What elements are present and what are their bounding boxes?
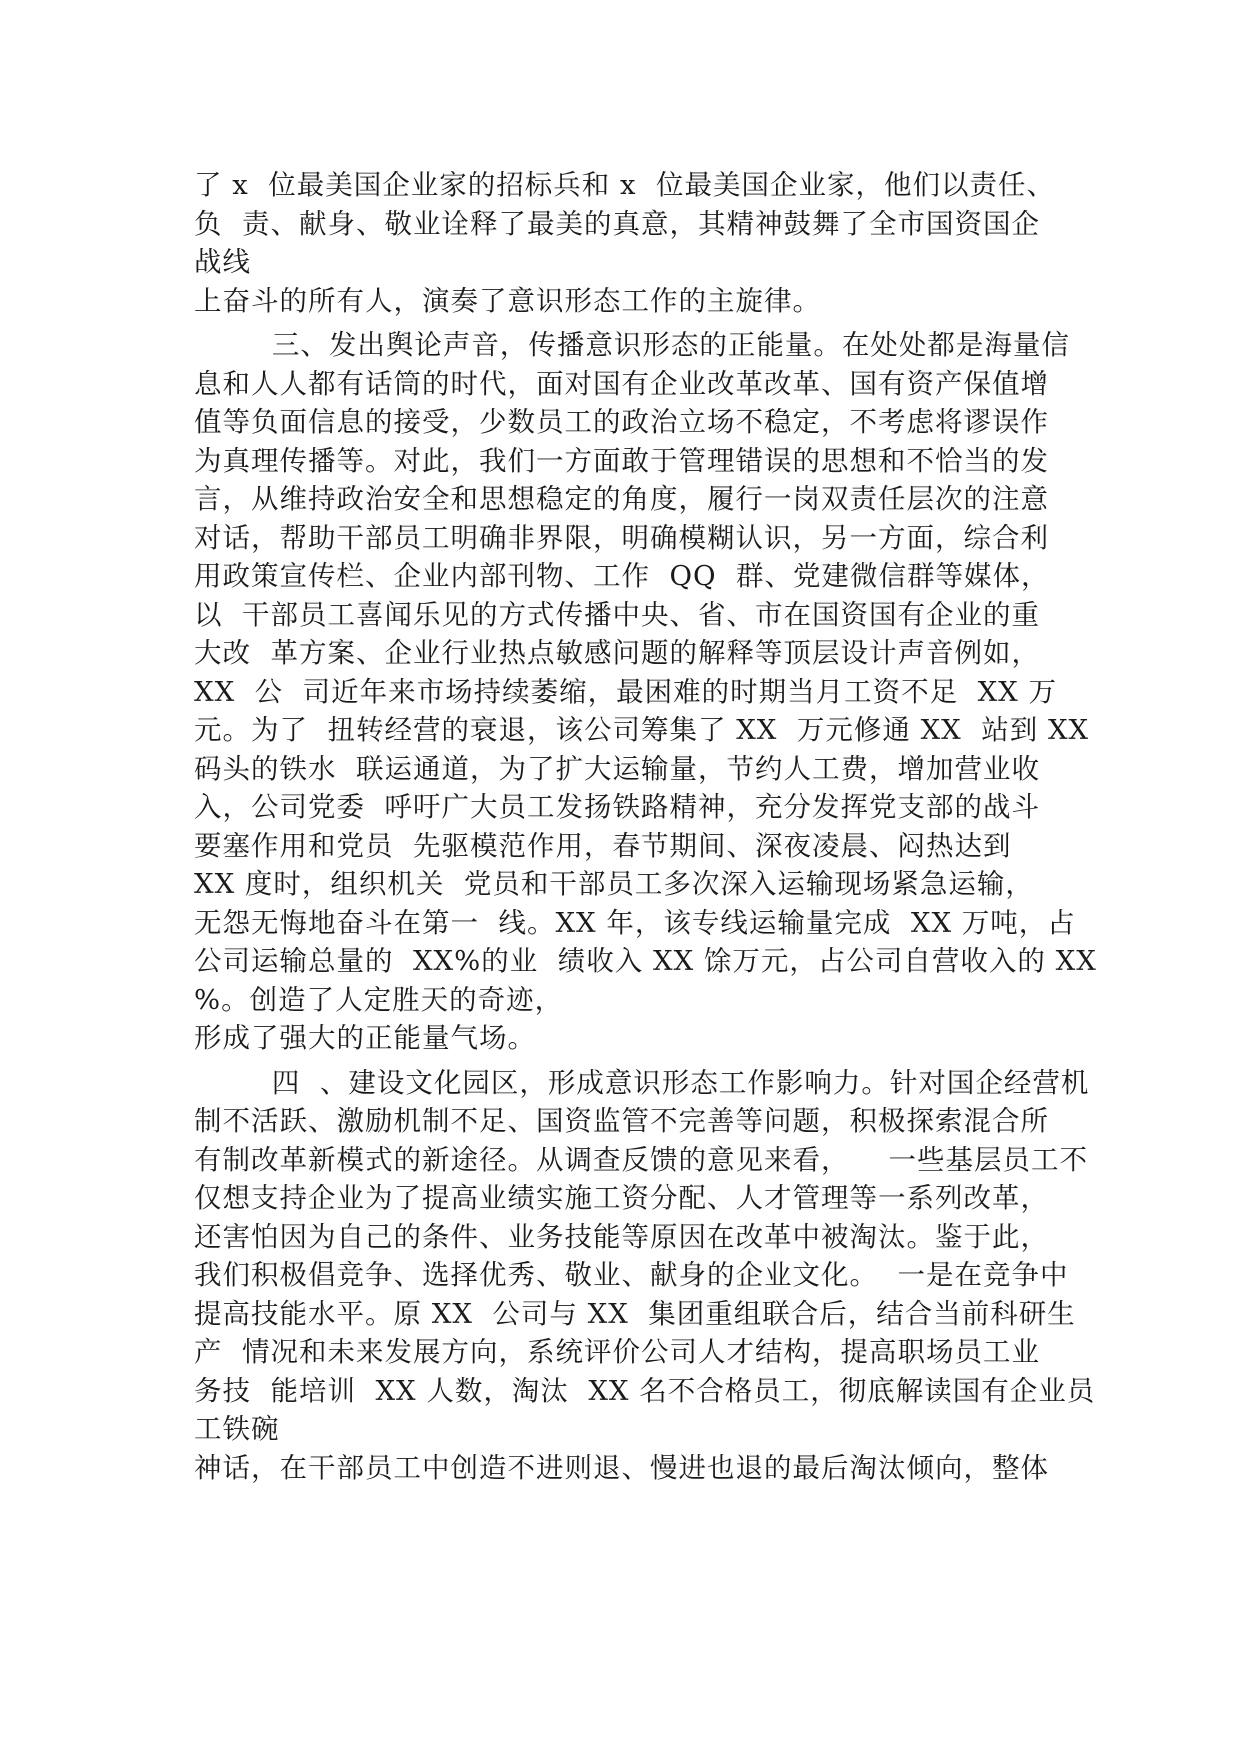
- document-body: [194, 166, 1097, 1487]
- text-line: 大改 革方案、企业行业热点敏感问题的解释等顶层设计声音例如，: [194, 637, 1040, 669]
- text-line: 元。为了 扭转经营的衰退，该公司筹集了 XX 万元修通 XX 站到 XX: [194, 714, 1090, 746]
- text-line: 我们积极倡竞争、选择优秀、敬业、献身的企业文化。 一是在竞争中: [194, 1259, 1069, 1291]
- text-line: 码头的铁水 联运通道，为了扩大运输量，节约人工费，增加营业收: [194, 752, 1040, 785]
- text-line: 要塞作用和党员 先驱模范作用，春节期间、深夜凌晨、闷热达到: [194, 829, 1012, 862]
- text-line: 工铁碗: [194, 1413, 280, 1445]
- text-line: 息和人人都有话筒的时代，面对国有企业改革改革、国有资产保值增: [194, 367, 1049, 400]
- text-line: %。创造了人定胜天的奇迹，: [194, 983, 564, 1016]
- text-line: 言，从维持政治安全和思想稳定的角度，履行一岗双责任层次的注意: [194, 483, 1049, 515]
- text-line: XX 度时，组织机关 党员和干部员工多次深入运输现场紧急运输，: [194, 868, 1034, 900]
- text-line: 对话，帮助干部员工明确非界限，明确模糊认识，另一方面，综合利: [194, 521, 1049, 554]
- section-3-heading-line: 三、发出舆论声音，传播意识形态的正能量。在处处都是海量信: [194, 329, 1070, 361]
- text-line: 无怨无悔地奋斗在第一 线。XX 年，该专线运输量完成 XX 万吨，占: [194, 906, 1076, 939]
- text-line: 产 情况和未来发展方向，系统评价公司人才结构，提高职场员工业: [194, 1336, 1040, 1368]
- text-line: 仅想支持企业为了提高业绩实施工资分配、人才管理等一系列改革，: [194, 1182, 1049, 1214]
- text-line: 战线: [194, 246, 251, 278]
- text-line: XX 公 司近年来市场持续萎缩，最困难的时期当月工资不足 XX 万: [194, 675, 1057, 708]
- text-line: 神话，在干部员工中创造不进则退、慢进也退的最后淘汰倾向，整体: [194, 1451, 1049, 1484]
- section-4-heading-line: 四 、建设文化园区，形成意识形态工作影响力。针对国企经营机: [194, 1066, 1090, 1099]
- text-line: 负 责、献身、敬业诠释了最美的真意，其精神鼓舞了全市国资国企: [194, 207, 1040, 240]
- text-line: 值等负面信息的接受，少数员工的政治立场不稳定，不考虑将谬误作: [194, 406, 1049, 438]
- text-line: 以 干部员工喜闻乐见的方式传播中央、省、市在国资国有企业的重: [194, 598, 1040, 631]
- text-line: 制不活跃、激励机制不足、国资监管不完善等问题，积极探索混合所: [194, 1105, 1049, 1137]
- text-line: 上奋斗的所有人，演奏了意识形态工作的主旋律。: [194, 284, 821, 317]
- text-line: 还害怕因为自己的条件、业务技能等原因在改革中被淘汰。鉴于此，: [194, 1220, 1049, 1253]
- text-line: 用政策宣传栏、企业内部刊物、工作 QQ 群、党建微信群等媒体，: [194, 560, 1050, 592]
- text-line: 公司运输总量的 XX%的业 绩收入 XX 馀万元，占公司自营收入的 XX: [194, 945, 1097, 977]
- text-line: 务技 能培训 XX 人数，淘汰 XX 名不合格员工，彻底解读国有企业员: [194, 1374, 1096, 1407]
- text-line: 形成了强大的正能量气场。: [194, 1022, 536, 1054]
- text-line: 为真理传播等。对此，我们一方面敢于管理错误的思想和不恰当的发: [194, 444, 1049, 477]
- text-line: 有制改革新模式的新途径。从调查反馈的意见来看， 一些基层员工不: [194, 1143, 1088, 1176]
- text-line: 提高技能水平。原 XX 公司与 XX 集团重组联合后，结合当前科研生: [194, 1297, 1076, 1330]
- text-line: 了 x 位最美国企业家的招标兵和 x 位最美国企业家，他们以责任、: [194, 169, 1055, 201]
- text-line: 入，公司党委 呼吁广大员工发扬铁路精神，充分发挥党支部的战斗: [194, 791, 1040, 823]
